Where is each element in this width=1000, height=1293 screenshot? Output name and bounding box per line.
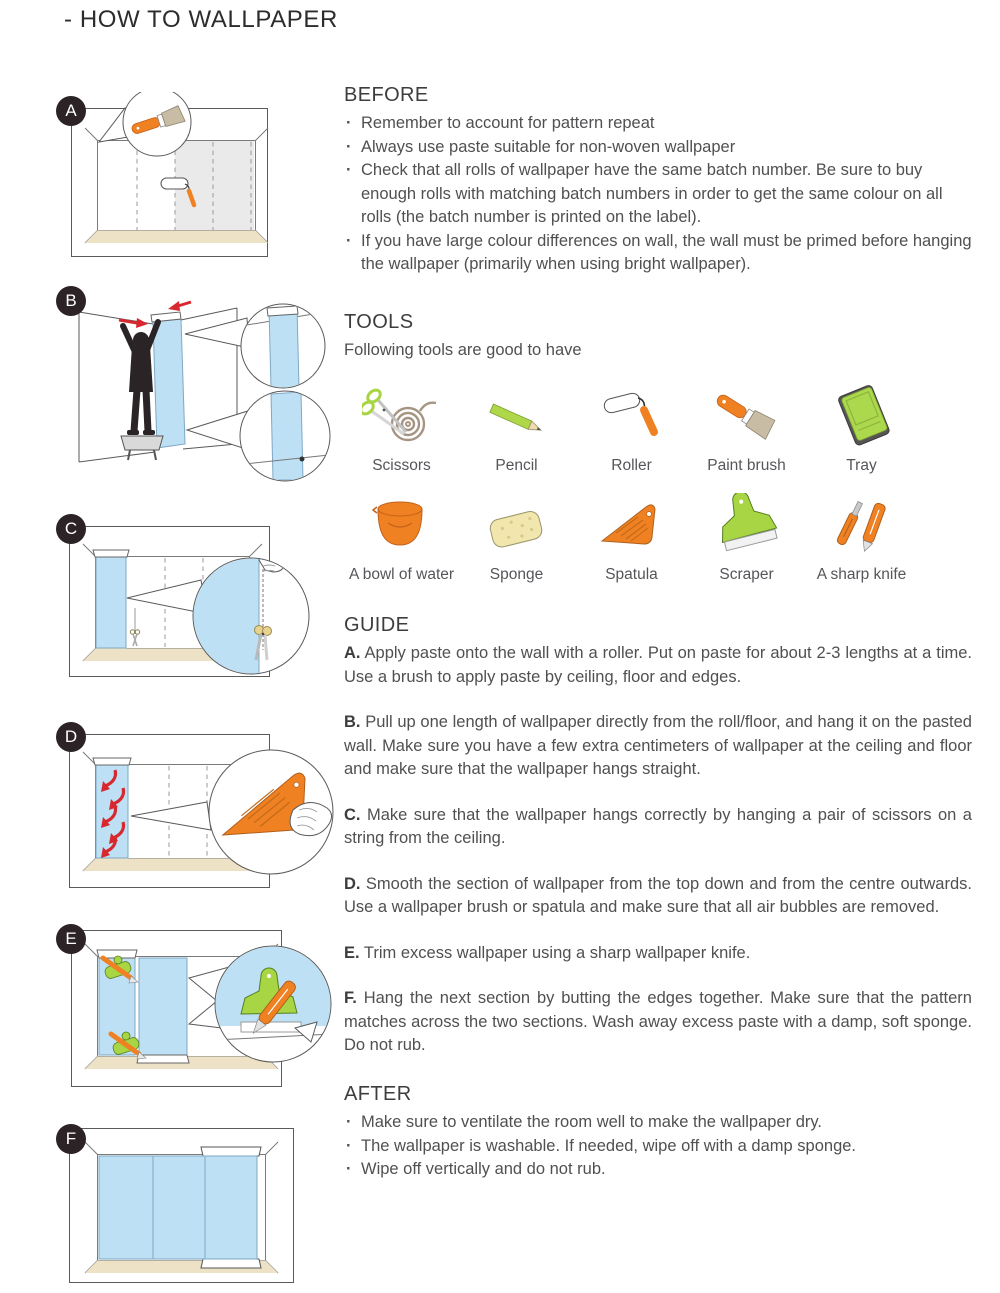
tool-pencil: [459, 382, 574, 475]
figure-b-badge: B: [56, 286, 86, 316]
figure-f-badge: F: [56, 1124, 86, 1154]
guide-step-a: A. Apply paste onto the wall with a roller. Put on paste for about 2-3 lengths at a time. Use a brush to apply paste by ceiling, floor and edges.: [344, 644, 972, 686]
tools-row-1: [344, 382, 919, 475]
tool-sharp-knife: [804, 491, 919, 584]
tool-tray: [804, 382, 919, 475]
person-silhouette: [123, 322, 158, 435]
tool-scissors: [344, 382, 459, 475]
section-before: [344, 84, 972, 277]
figure-d-smooth-out: [55, 718, 345, 913]
tool-label: Scraper: [719, 566, 774, 583]
tray-icon: [804, 382, 919, 448]
section-tools: [344, 311, 972, 584]
section-after: [344, 1083, 972, 1182]
guide-step-d: D. Smooth the section of wallpaper from the top down and from the centre outwards. Use a wallpaper brush or spatula and make sure that all air bubbles are removed.: [344, 874, 972, 916]
tool-label: A sharp knife: [816, 566, 907, 583]
pencil-icon: [459, 382, 574, 448]
sharp-knife-icon: [804, 491, 919, 557]
bowl-of-water-icon: [344, 491, 459, 557]
figure-e-trim-excess: [55, 920, 345, 1098]
tool-spatula: [574, 491, 689, 584]
sponge-icon: [459, 491, 574, 557]
figure-c-badge: C: [56, 514, 86, 544]
figure-a-badge: A: [56, 96, 86, 126]
figure-e-badge: E: [56, 924, 86, 954]
tools-row-2: [344, 491, 919, 584]
tool-label: Roller: [611, 457, 652, 474]
figure-b-hang-length: [55, 282, 340, 482]
spatula-icon: [574, 491, 689, 557]
figure-a-illustration: [55, 92, 340, 267]
before-heading: BEFORE: [344, 84, 429, 106]
figure-a-apply-paste: [55, 92, 340, 267]
figure-f-illustration: [55, 1120, 345, 1292]
page-title: - HOW TO WALLPAPER: [64, 6, 338, 33]
section-guide: [344, 614, 972, 1080]
tool-label: Sponge: [489, 566, 544, 583]
tool-roller: [574, 382, 689, 475]
paint-brush-icon: [689, 382, 804, 448]
before-bullet: · Always use paste suitable for non-woven wallpaper: [344, 136, 972, 160]
tool-label: Paint brush: [707, 457, 786, 474]
figure-c-plumb-check: [55, 510, 345, 700]
tools-heading: TOOLS: [344, 311, 414, 333]
tool-label: Scissors: [372, 457, 431, 474]
after-bullet: · Wipe off vertically and do not rub.: [344, 1158, 972, 1182]
tool-label: Spatula: [605, 566, 658, 583]
tool-bowl-of-water: [344, 491, 459, 584]
after-bullet: · Make sure to ventilate the room well to make the wallpaper dry.: [344, 1111, 972, 1135]
tools-subheading: Following tools are good to have: [344, 341, 582, 359]
tool-label: A bowl of water: [348, 566, 455, 583]
tool-paint-brush: [689, 382, 804, 475]
figure-e-illustration: [55, 920, 345, 1098]
figure-c-illustration: [55, 510, 345, 700]
guide-heading: GUIDE: [344, 614, 410, 636]
guide-step-b: B. Pull up one length of wallpaper directly from the roll/floor, and hang it on the pasted wall. Make sure you have a few extra centimeters of wallpaper at the ceiling and floor and make sure that the wallpaper hangs straight.: [344, 713, 972, 778]
before-bullet: · If you have large colour differences on wall, the wall must be primed before hanging the wallpaper (primarily when using bright wallpaper).: [344, 230, 972, 277]
guide-step-c: C. Make sure that the wallpaper hangs correctly by hanging a pair of scissors on a string from the ceiling.: [344, 805, 972, 847]
after-bullet-list: [344, 1111, 972, 1182]
after-bullet: · The wallpaper is washable. If needed, wipe off with a damp sponge.: [344, 1135, 972, 1159]
scissors-icon: [344, 382, 459, 448]
figure-d-badge: D: [56, 722, 86, 752]
before-bullet: · Remember to account for pattern repeat: [344, 112, 972, 136]
before-bullet-list: [344, 112, 972, 277]
before-bullet: · Check that all rolls of wallpaper have the same batch number. Be sure to buy enough rolls with matching batch numbers in order to get the same colour on all rolls (the batch number is printed on the label).: [344, 159, 972, 230]
figure-d-illustration: [55, 718, 345, 913]
figure-f-finished-wall: [55, 1120, 345, 1292]
tool-label: Tray: [846, 457, 877, 474]
tool-scraper: [689, 491, 804, 584]
guide-step-f: F. Hang the next section by butting the edges together. Make sure that the pattern matches across the two sections. Wash away excess paste with a damp, soft sponge. Do not rub.: [344, 989, 972, 1054]
guide-step-e: E. Trim excess wallpaper using a sharp wallpaper knife.: [344, 943, 751, 962]
tool-sponge: [459, 491, 574, 584]
after-heading: AFTER: [344, 1083, 412, 1105]
scraper-icon: [689, 491, 804, 557]
figure-b-illustration: [55, 282, 340, 482]
roller-icon: [574, 382, 689, 448]
tool-label: Pencil: [495, 457, 538, 474]
